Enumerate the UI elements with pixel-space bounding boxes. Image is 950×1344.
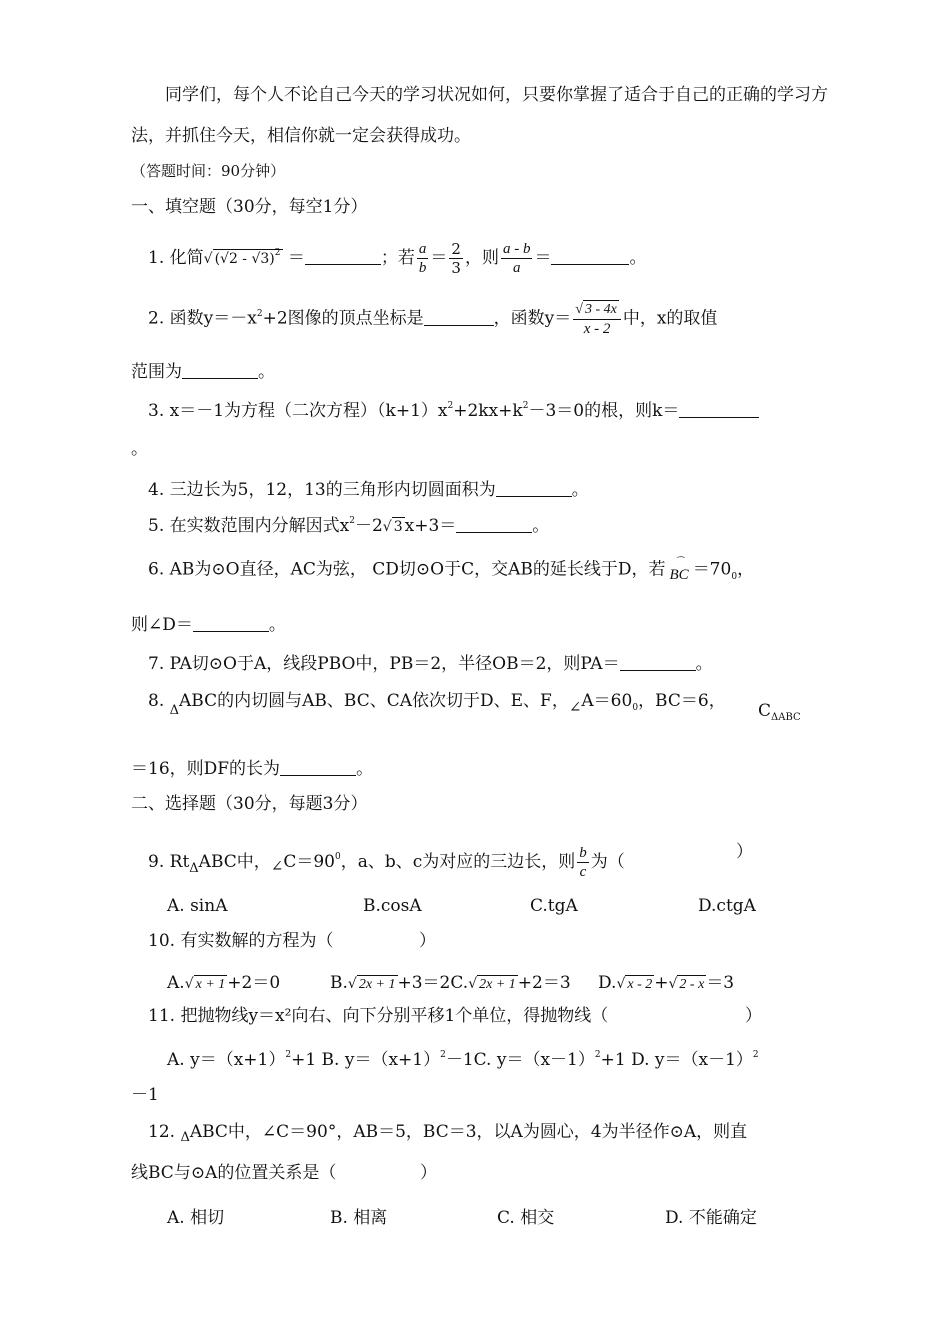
- q1-then: ，则: [464, 248, 499, 268]
- q9-option-b[interactable]: B.cosA: [363, 896, 422, 916]
- q6-number: 6.: [148, 559, 165, 580]
- q4-number: 4.: [148, 480, 165, 500]
- q1-blank-1[interactable]: [305, 248, 381, 265]
- q11-text: 把抛物线y＝x²向右、向下分别平移1个单位，得抛物线（: [180, 1006, 609, 1026]
- q2-text-d: 中，x的取值: [622, 308, 718, 329]
- q9-text-d: ，a、b、c为对应的三边长，则: [340, 852, 576, 872]
- q2-square: 2: [256, 308, 263, 319]
- answer-time: （答题时间：90分钟）: [131, 162, 286, 180]
- q3-blank[interactable]: [679, 401, 759, 418]
- q6-line2: 则∠D＝: [131, 615, 193, 635]
- question-9: [148, 844, 625, 881]
- q7-blank[interactable]: [620, 654, 696, 671]
- q10-a-sqrt: √ x + 1: [184, 976, 226, 992]
- q12-text: ABC中，∠C＝90°，AB＝5，BC＝3，以A为圆心，4为半径作⊙A，则直: [189, 1122, 748, 1142]
- q1-pre: 化简: [169, 248, 204, 268]
- q4-text: 三边长为5，12，13的三角形内切圆面积为: [169, 480, 496, 500]
- q1-frac-amb: [501, 240, 533, 277]
- q1-frac-b: b: [418, 260, 427, 276]
- q3-square-2: 2: [522, 401, 529, 411]
- q2-text-a: 函数y＝－x: [169, 308, 257, 329]
- q8-blank[interactable]: [280, 759, 356, 776]
- q8-c-sub: ΔABC: [771, 712, 801, 723]
- intro-line-2: 法，并抓住今天，相信你就一定会获得成功。: [131, 126, 471, 146]
- question-2-cont: [131, 362, 275, 381]
- section-2-title: 二、选择题（30分，每题3分）: [131, 794, 368, 814]
- q4-end: 。: [571, 480, 589, 500]
- question-3: [148, 401, 759, 420]
- q1-sep: ；若: [380, 248, 415, 268]
- q9-option-a[interactable]: A. sinA: [167, 896, 228, 916]
- q2-text-c: ，函数y＝: [493, 308, 572, 329]
- q6-text-a: AB为⊙O直径，AC为弦， CD切⊙O于C，交AB的延长线于D，若: [169, 559, 666, 580]
- q1-frac-2: 2: [451, 240, 461, 258]
- q10-c-sqrt: √ 2x + 1: [468, 976, 516, 992]
- q1-number: 1.: [148, 248, 165, 268]
- q8-perimeter: [758, 701, 801, 723]
- q9-text-a: Rt: [169, 852, 190, 872]
- question-12: [148, 1122, 748, 1145]
- q1-frac-3: 3: [451, 259, 461, 277]
- q9-degree: 0: [334, 852, 341, 862]
- q10-b-sqrt: √ 2x + 1: [347, 976, 396, 992]
- q8-delta: Δ: [169, 703, 180, 718]
- q9-angle: ∠: [270, 857, 284, 875]
- q10-c-rad: 2x + 1: [479, 977, 516, 992]
- q11-c-square: 2: [594, 1050, 601, 1060]
- q3-line2: 。: [131, 439, 148, 459]
- q6-arc-label: BC: [669, 567, 689, 583]
- q1-eq2: ＝: [430, 248, 448, 268]
- q2-rad: 3 - 4x: [584, 302, 617, 317]
- q9-frac-b: b: [579, 845, 587, 861]
- q12-option-b[interactable]: B. 相离: [330, 1208, 388, 1228]
- q9-text-e: 为（: [590, 852, 625, 872]
- q6-text-b: ＝70: [692, 559, 732, 580]
- q8-text-c: ，BC＝6，: [638, 691, 726, 711]
- q10-d-plus: +: [654, 973, 669, 993]
- q1-eq3: ＝: [534, 248, 552, 268]
- q2-number: 2.: [148, 308, 165, 329]
- q9-close: ）: [736, 842, 753, 862]
- q10-option-a[interactable]: [167, 968, 280, 993]
- q10-a-rad: x + 1: [195, 977, 226, 992]
- q2-den: x - 2: [583, 321, 611, 337]
- question-8-cont: [131, 759, 373, 778]
- q12-option-c[interactable]: C. 相交: [497, 1208, 555, 1228]
- q9-frac: [577, 844, 589, 881]
- q10-text: 有实数解的方程为（: [180, 931, 334, 951]
- q11-number: 11.: [148, 1006, 176, 1026]
- q2-frac: $\frac{√ 3 - 4x}{x - 2}$: [573, 300, 621, 338]
- q1-frac-amb-num: a - b: [502, 241, 531, 257]
- q10-a-label: A.: [167, 973, 185, 993]
- q8-text-a: ABC的内切圆与AB、BC、CA依次切于D、E、F，: [179, 691, 569, 711]
- q3-text-b: +2kx+k: [453, 401, 523, 421]
- q10-b-label: B.: [330, 973, 348, 993]
- q1-rad-inner: (√2 - √3): [214, 251, 275, 267]
- q10-close: ）: [419, 931, 436, 951]
- q10-d-sqrt-1: √ x - 2: [616, 976, 653, 992]
- q5-text-a: 在实数范围内分解因式x: [169, 516, 350, 536]
- q5-blank[interactable]: [456, 516, 532, 533]
- q12-line2: 线BC与⊙A的位置关系是（: [131, 1163, 337, 1183]
- q8-c: C: [758, 701, 772, 721]
- question-6-cont: [131, 615, 286, 634]
- q9-text-c: C＝90: [283, 852, 335, 872]
- q5-text-b: －2: [354, 516, 383, 536]
- q6-arc: [668, 556, 691, 584]
- q6-end: 。: [268, 615, 286, 635]
- q5-square: 2: [349, 516, 355, 526]
- q1-square: 2: [274, 248, 281, 258]
- q12-delta: Δ: [180, 1130, 190, 1145]
- q8-degree: 0: [632, 703, 639, 713]
- q6-text-c: ，: [737, 559, 755, 580]
- q2-blank-1[interactable]: [424, 309, 494, 326]
- q5-rad: 3: [393, 519, 403, 535]
- q10-b-rad: 2x + 1: [358, 977, 396, 992]
- q1-frac-2-3: [449, 240, 463, 277]
- intro-line-1: 同学们，每个人不论自己今天的学习状况如何，只要你掌握了适合于自己的正确的学习方: [165, 85, 828, 105]
- q11-options[interactable]: [167, 1045, 759, 1070]
- q5-number: 5.: [148, 516, 165, 536]
- q9-option-d[interactable]: D.ctgA: [698, 896, 756, 916]
- q1-frac-a: a: [418, 241, 427, 257]
- question-10: [148, 933, 333, 950]
- q11-option-a: A. y＝（x+1）: [167, 1050, 286, 1070]
- q1-frac-amb-den: a: [512, 260, 521, 276]
- question-4: [148, 480, 589, 499]
- q11-b-square: 2: [440, 1050, 446, 1060]
- q7-number: 7.: [148, 654, 165, 674]
- q2-line2: 范围为: [131, 362, 182, 382]
- q1-blank-2[interactable]: [551, 248, 629, 265]
- q11-option-d: +1 D. y＝（x－1）: [600, 1050, 753, 1070]
- q10-d-rad-1: x - 2: [627, 977, 653, 992]
- q8-text-b: A＝60: [581, 691, 633, 711]
- q7-text: PA切⊙O于A，线段PBO中，PB＝2，半径OB＝2，则PA＝: [169, 654, 620, 674]
- q11-option-b: +1 B. y＝（x+1）: [291, 1050, 441, 1070]
- q12-number: 12.: [148, 1122, 176, 1142]
- q12-option-d[interactable]: D. 不能确定: [665, 1208, 757, 1228]
- q9-frac-c: c: [579, 864, 587, 880]
- question-5: [148, 516, 549, 535]
- q1-end: 。: [629, 248, 647, 268]
- q8-end: 。: [356, 759, 374, 779]
- question-1: [148, 240, 646, 277]
- q1-frac-a-b: [417, 240, 429, 277]
- q3-square: 2: [447, 401, 454, 411]
- q12-close: ）: [420, 1163, 437, 1183]
- q9-option-c[interactable]: C.tgA: [530, 896, 578, 916]
- q2-blank-2[interactable]: [182, 362, 258, 379]
- q11-a-square: 2: [285, 1050, 292, 1060]
- q3-text-c: －3＝0的根，则k＝: [528, 401, 680, 421]
- q11-line2: －1: [131, 1085, 159, 1105]
- q2-end: 。: [258, 362, 275, 382]
- q10-a-post: +2＝0: [227, 973, 281, 993]
- question-2: [148, 300, 717, 338]
- q5-end: 。: [532, 516, 550, 536]
- q11-close: ）: [745, 1006, 762, 1026]
- q10-d-post: ＝3: [706, 973, 735, 993]
- question-6: [148, 556, 754, 584]
- q4-blank[interactable]: [496, 480, 572, 497]
- q5-sqrt: √ 3: [382, 519, 403, 535]
- q10-option-b[interactable]: [330, 968, 571, 993]
- q1-sqrt: √ (√2 - √3)$^2$: [203, 248, 281, 267]
- q10-b-post: +3＝2C.: [397, 973, 469, 993]
- q10-option-d[interactable]: [598, 968, 734, 993]
- q7-end: 。: [695, 654, 713, 674]
- q8-angle: ∠: [568, 698, 582, 716]
- q8-line2: ＝16，则DF的长为: [131, 759, 281, 779]
- q10-d-sqrt-2: √ 2 - x: [668, 976, 705, 992]
- q11-d-square: 2: [752, 1050, 759, 1060]
- q11-option-c: －1C. y＝（x－1）: [445, 1050, 595, 1070]
- q2-text-b: +2图像的顶点坐标是: [262, 308, 424, 329]
- q3-text-a: x＝－1为方程（二次方程）（k+1）x: [169, 401, 448, 421]
- q10-d-label: D.: [598, 973, 617, 993]
- section-1-title: 一、填空题（30分，每空1分）: [131, 197, 368, 217]
- q10-c-post: +2＝3: [517, 973, 571, 993]
- q5-text-c: x+3＝: [404, 516, 457, 536]
- q1-eq: ＝: [287, 248, 305, 268]
- q9-text-b: ABC中，: [198, 852, 271, 872]
- q9-number: 9.: [148, 852, 165, 872]
- q10-d-rad-2: 2 - x: [679, 977, 705, 992]
- q3-number: 3.: [148, 401, 165, 421]
- question-11: [148, 1008, 608, 1025]
- q6-degree: 0: [731, 571, 738, 582]
- q6-arc-mark: ⌒: [674, 556, 684, 566]
- question-8: [148, 691, 726, 718]
- q10-number: 10.: [148, 931, 176, 951]
- question-7: [148, 654, 713, 673]
- q6-blank[interactable]: [193, 615, 269, 632]
- q8-number: 8.: [148, 691, 165, 711]
- q12-option-a[interactable]: A. 相切: [167, 1208, 225, 1228]
- q9-delta: Δ: [189, 861, 199, 876]
